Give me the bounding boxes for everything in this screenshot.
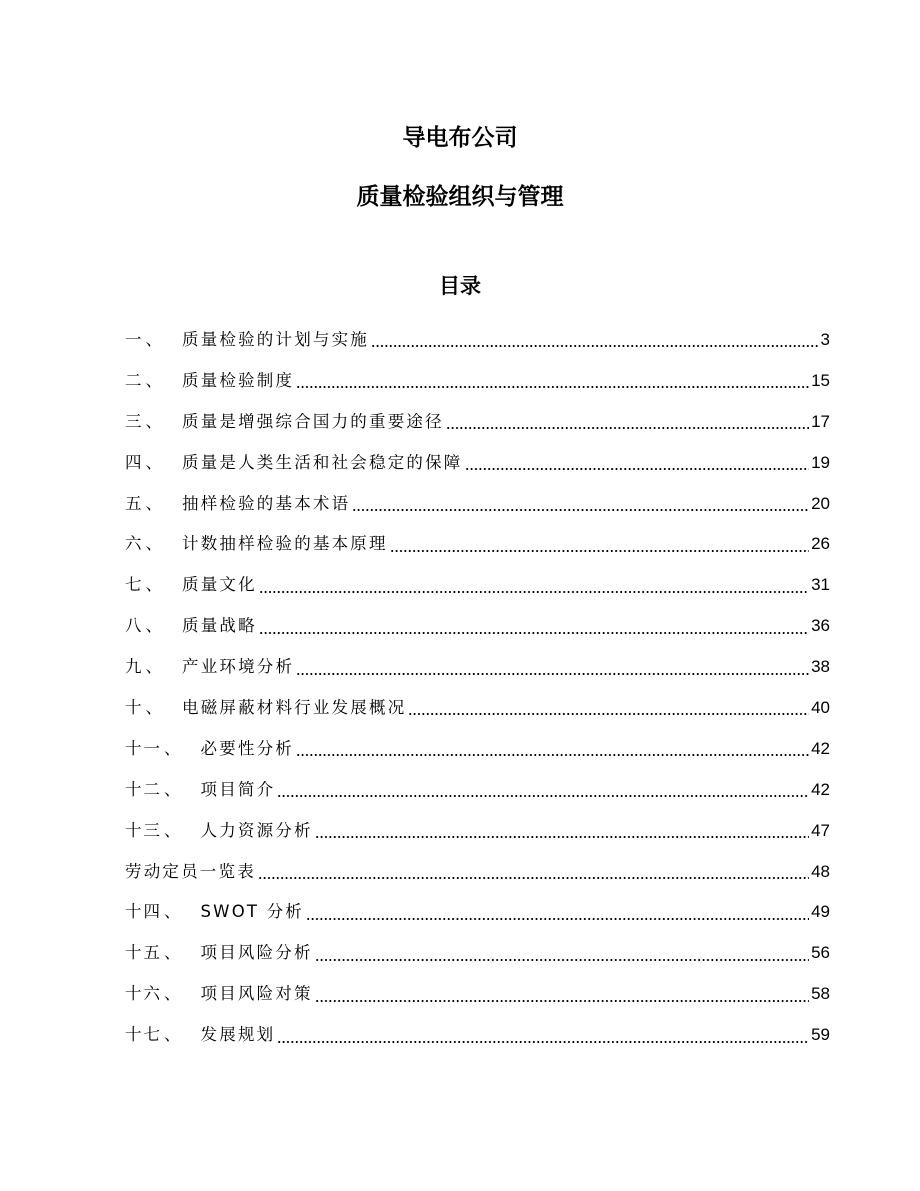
- toc-entry[interactable]: [125, 811, 830, 852]
- toc-entry-page-number: 59: [811, 1025, 830, 1045]
- toc-entry-separator: 、: [145, 452, 162, 472]
- toc-entry-separator: 、: [145, 575, 162, 595]
- toc-entry-separator: 、: [145, 616, 162, 636]
- toc-entry-page-number: 17: [811, 411, 830, 431]
- toc-entry[interactable]: [125, 933, 830, 974]
- toc-entry-number: 十六: [125, 984, 162, 1004]
- toc-dot-leader: [315, 994, 809, 1008]
- toc-dot-leader: [352, 503, 809, 517]
- toc-entry-separator: 、: [145, 370, 162, 390]
- toc-entry[interactable]: [125, 565, 830, 606]
- toc-entry-title: 项目风险对策: [200, 984, 313, 1004]
- toc-entry-number: 十五: [125, 943, 162, 963]
- toc-entry-separator: 、: [164, 738, 181, 758]
- toc-entry-title: 电磁屏蔽材料行业发展概况: [182, 698, 407, 718]
- toc-entry[interactable]: [125, 852, 830, 893]
- toc-entry[interactable]: [125, 974, 830, 1015]
- toc-entry-number: 四: [125, 452, 144, 472]
- toc-entry-title: 项目简介: [200, 779, 276, 799]
- toc-entry-title: 发展规划: [200, 1025, 276, 1045]
- toc-dot-leader: [277, 789, 809, 803]
- toc-dot-leader: [315, 953, 809, 967]
- toc-entry-page-number: 38: [811, 657, 830, 677]
- toc-entry[interactable]: [125, 647, 830, 688]
- toc-dot-leader: [446, 421, 809, 435]
- toc-dot-leader: [390, 544, 809, 558]
- toc-entry-page-number: 20: [811, 493, 830, 513]
- document-title: 质量检验组织与管理: [356, 184, 564, 210]
- toc-entry-separator: 、: [145, 411, 162, 431]
- toc-entry-separator: 、: [164, 984, 181, 1004]
- toc-entry-page-number: 40: [811, 698, 830, 718]
- toc-dot-leader: [259, 585, 809, 599]
- company-title: 导电布公司: [402, 125, 518, 151]
- toc-entry-page-number: 47: [811, 820, 830, 840]
- toc-entry[interactable]: [125, 361, 830, 402]
- toc-entry-number: 二: [125, 370, 144, 390]
- toc-entry-separator: 、: [145, 493, 162, 513]
- toc-entry-separator: 、: [145, 657, 162, 677]
- toc-entry[interactable]: [125, 402, 830, 443]
- toc-entry-title: 质量是人类生活和社会稳定的保障: [182, 452, 463, 472]
- toc-entry[interactable]: [125, 524, 830, 565]
- toc-entry-number: 十七: [125, 1025, 162, 1045]
- toc-entry-number: 十三: [125, 820, 162, 840]
- toc-dot-leader: [306, 912, 809, 926]
- toc-entry-title: SWOT 分析: [200, 902, 304, 922]
- toc-entry-separator: 、: [145, 698, 162, 718]
- toc-entry-number: 一: [125, 330, 144, 349]
- toc-entry-number: 九: [125, 657, 144, 677]
- toc-entry-page-number: 26: [811, 534, 830, 554]
- toc-entry-title: 产业环境分析: [182, 657, 295, 677]
- toc-entry-page-number: 49: [811, 902, 830, 922]
- toc-entry-number: 三: [125, 411, 144, 431]
- toc-entry-page-number: 58: [811, 984, 830, 1004]
- toc-entry-separator: 、: [164, 1025, 181, 1045]
- toc-dot-leader: [465, 462, 810, 476]
- toc-entry-page-number: 31: [811, 575, 830, 595]
- toc-entry-page-number: 3: [820, 330, 830, 349]
- toc-entry-page-number: 56: [811, 943, 830, 963]
- toc-entry-number: 十二: [125, 779, 162, 799]
- toc-entry-page-number: 15: [811, 370, 830, 390]
- toc-entry-title: 项目风险分析: [200, 943, 313, 963]
- toc-entry-number: 十: [125, 698, 144, 718]
- toc-entry-number: 七: [125, 575, 144, 595]
- toc-entry-title: 质量战略: [182, 616, 257, 636]
- toc-dot-leader: [296, 667, 809, 681]
- toc-entry-separator: 、: [164, 779, 181, 799]
- toc-dot-leader: [259, 626, 809, 640]
- toc-entry-separator: 、: [145, 534, 162, 554]
- toc-entry-number: 五: [125, 493, 144, 513]
- toc-entry[interactable]: [125, 770, 830, 811]
- toc-entry[interactable]: [125, 729, 830, 770]
- toc-entry-separator: 、: [164, 943, 181, 963]
- toc-dot-leader: [277, 1035, 809, 1049]
- toc-entry-number: 八: [125, 616, 144, 636]
- toc-entry-title: 质量文化: [182, 575, 257, 595]
- toc-entry-title: 劳动定员一览表: [125, 861, 256, 881]
- toc-dot-leader: [258, 871, 809, 885]
- toc-entry-title: 计数抽样检验的基本原理: [182, 534, 388, 554]
- toc-entry-title: 质量是增强综合国力的重要途径: [182, 411, 444, 431]
- toc-dot-leader: [296, 748, 809, 762]
- toc-entry-number: 十四: [125, 902, 162, 922]
- toc-heading: 目录: [439, 274, 481, 298]
- toc-entry[interactable]: [125, 1015, 830, 1056]
- table-of-contents: [125, 320, 830, 1056]
- toc-entry[interactable]: [125, 606, 830, 647]
- toc-entry[interactable]: [125, 688, 830, 729]
- toc-entry[interactable]: [125, 892, 830, 933]
- toc-entry-separator: 、: [164, 902, 181, 922]
- toc-entry-page-number: 36: [811, 616, 830, 636]
- toc-entry-title: 必要性分析: [200, 738, 294, 758]
- toc-dot-leader: [408, 707, 809, 721]
- toc-entry-title: 质量检验制度: [182, 370, 295, 390]
- toc-entry-number: 六: [125, 534, 144, 554]
- toc-entry-title: 抽样检验的基本术语: [182, 493, 351, 513]
- toc-entry[interactable]: [125, 443, 830, 484]
- toc-entry-number: 十一: [125, 738, 162, 758]
- toc-entry[interactable]: [125, 320, 830, 361]
- toc-dot-leader: [371, 339, 819, 353]
- toc-entry-title: 人力资源分析: [200, 820, 313, 840]
- toc-entry-page-number: 42: [811, 738, 830, 758]
- toc-dot-leader: [315, 830, 809, 844]
- toc-entry[interactable]: [125, 484, 830, 525]
- toc-entry-page-number: 19: [811, 452, 830, 472]
- toc-dot-leader: [296, 380, 809, 394]
- toc-entry-title: 质量检验的计划与实施: [182, 330, 369, 349]
- toc-entry-page-number: 48: [811, 861, 830, 881]
- toc-entry-page-number: 42: [811, 779, 830, 799]
- toc-entry-separator: 、: [164, 820, 181, 840]
- toc-entry-separator: 、: [145, 330, 162, 349]
